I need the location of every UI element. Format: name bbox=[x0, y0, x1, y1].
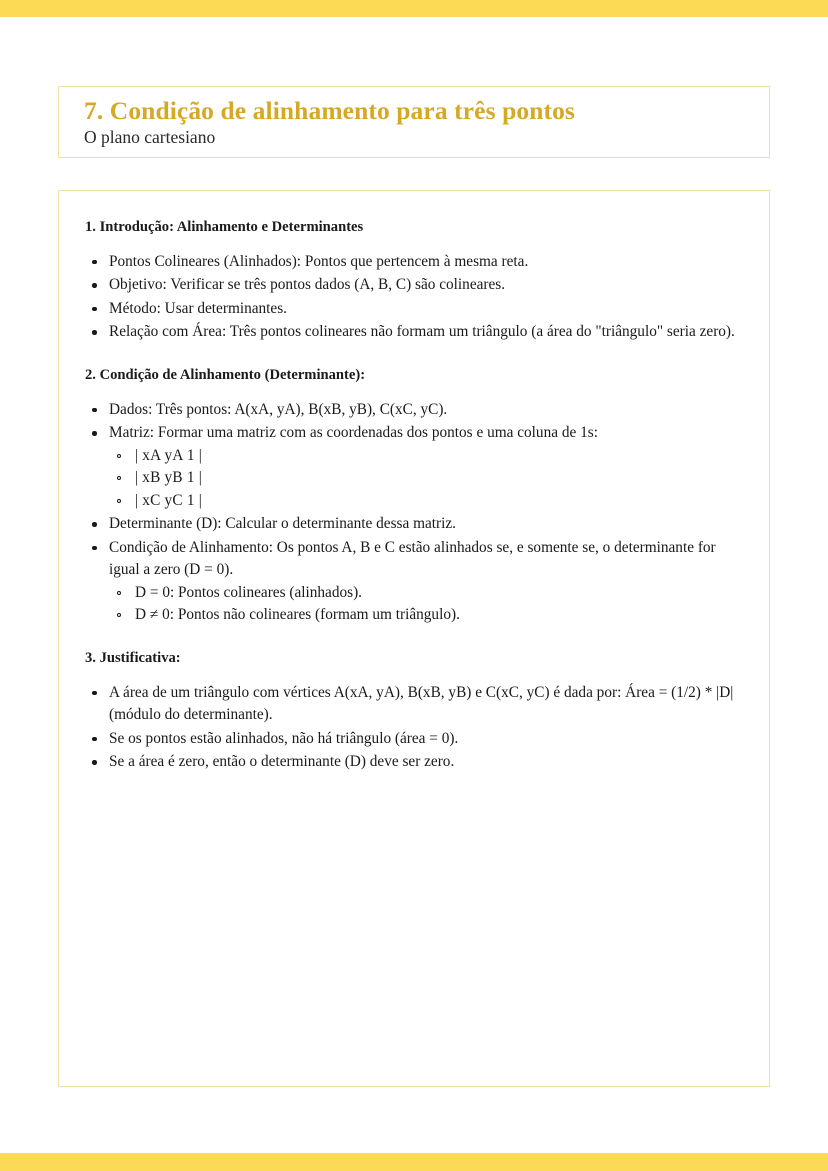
sub-bullet-item: | xA yA 1 | bbox=[109, 445, 749, 467]
sub-bullet-item: | xC yC 1 | bbox=[109, 490, 749, 512]
slide-page bbox=[0, 17, 828, 1153]
bullet-item bbox=[85, 751, 749, 773]
bullet-list bbox=[85, 251, 749, 344]
sub-bullet-item: | xB yB 1 | bbox=[109, 467, 749, 489]
page-title: 7. Condição de alinhamento para três pontos bbox=[84, 96, 575, 125]
bullet-item bbox=[85, 537, 749, 627]
bullet-text: Se os pontos estão alinhados, não há triângulo (área = 0). bbox=[109, 729, 459, 747]
bullet-item bbox=[85, 728, 749, 750]
section-heading: 3. Justificativa: bbox=[85, 649, 181, 666]
bullet-text: Objetivo: Verificar se três pontos dados (A, B, C) são colineares. bbox=[109, 276, 506, 294]
sub-bullet-list bbox=[109, 445, 749, 512]
content-section bbox=[85, 366, 749, 627]
bullet-list bbox=[85, 399, 749, 627]
bullet-text: Método: Usar determinantes. bbox=[109, 299, 287, 317]
bullet-item bbox=[85, 399, 749, 421]
bullet-item bbox=[85, 298, 749, 320]
bullet-text: Condição de Alinhamento: Os pontos A, B e C estão alinhados se, e somente se, o determinante for igual a zero (D = 0). bbox=[109, 538, 716, 579]
page-subtitle: O plano cartesiano bbox=[84, 126, 216, 147]
section-heading: 1. Introdução: Alinhamento e Determinantes bbox=[85, 219, 364, 235]
bullet-item bbox=[85, 682, 749, 727]
bullet-text: Matriz: Formar uma matriz com as coordenadas dos pontos e uma coluna de 1s: bbox=[109, 424, 598, 442]
bullet-text: Determinante (D): Calcular o determinante dessa matriz. bbox=[109, 515, 457, 533]
bullet-item bbox=[85, 321, 749, 343]
bullet-text: Pontos Colineares (Alinhados): Pontos que pertencem à mesma reta. bbox=[109, 252, 529, 270]
bullet-text: Dados: Três pontos: A(xA, yA), B(xB, yB), C(xC, yC). bbox=[109, 400, 448, 418]
bullet-item bbox=[85, 422, 749, 512]
sub-bullet-list bbox=[109, 582, 749, 627]
sub-bullet-item: D ≠ 0: Pontos não colineares (formam um triângulo). bbox=[109, 604, 749, 626]
section-heading: 2. Condição de Alinhamento (Determinante): bbox=[85, 366, 366, 383]
bullet-item bbox=[85, 274, 749, 296]
bullet-text: Relação com Área: Três pontos colineares não formam um triângulo (a área do "triângulo" seria zero). bbox=[109, 323, 735, 341]
sub-bullet-item: D = 0: Pontos colineares (alinhados). bbox=[109, 582, 749, 604]
slide-content-box bbox=[58, 190, 770, 1087]
sections-container bbox=[85, 218, 749, 774]
page-bottom-accent-bar bbox=[0, 1153, 828, 1171]
bullet-item bbox=[85, 251, 749, 273]
bullet-text: A área de um triângulo com vértices A(xA, yA), B(xB, yB) e C(xC, yC) é dada por: Área = (1/2) * |D| (módulo do determinante). bbox=[109, 683, 734, 724]
content-section bbox=[85, 649, 749, 774]
page-top-accent-bar bbox=[0, 0, 828, 17]
bullet-list bbox=[85, 682, 749, 774]
bullet-item bbox=[85, 513, 749, 535]
bullet-text: Se a área é zero, então o determinante (D) deve ser zero. bbox=[109, 753, 455, 771]
content-section bbox=[85, 218, 749, 344]
slide-header-box bbox=[58, 86, 770, 158]
